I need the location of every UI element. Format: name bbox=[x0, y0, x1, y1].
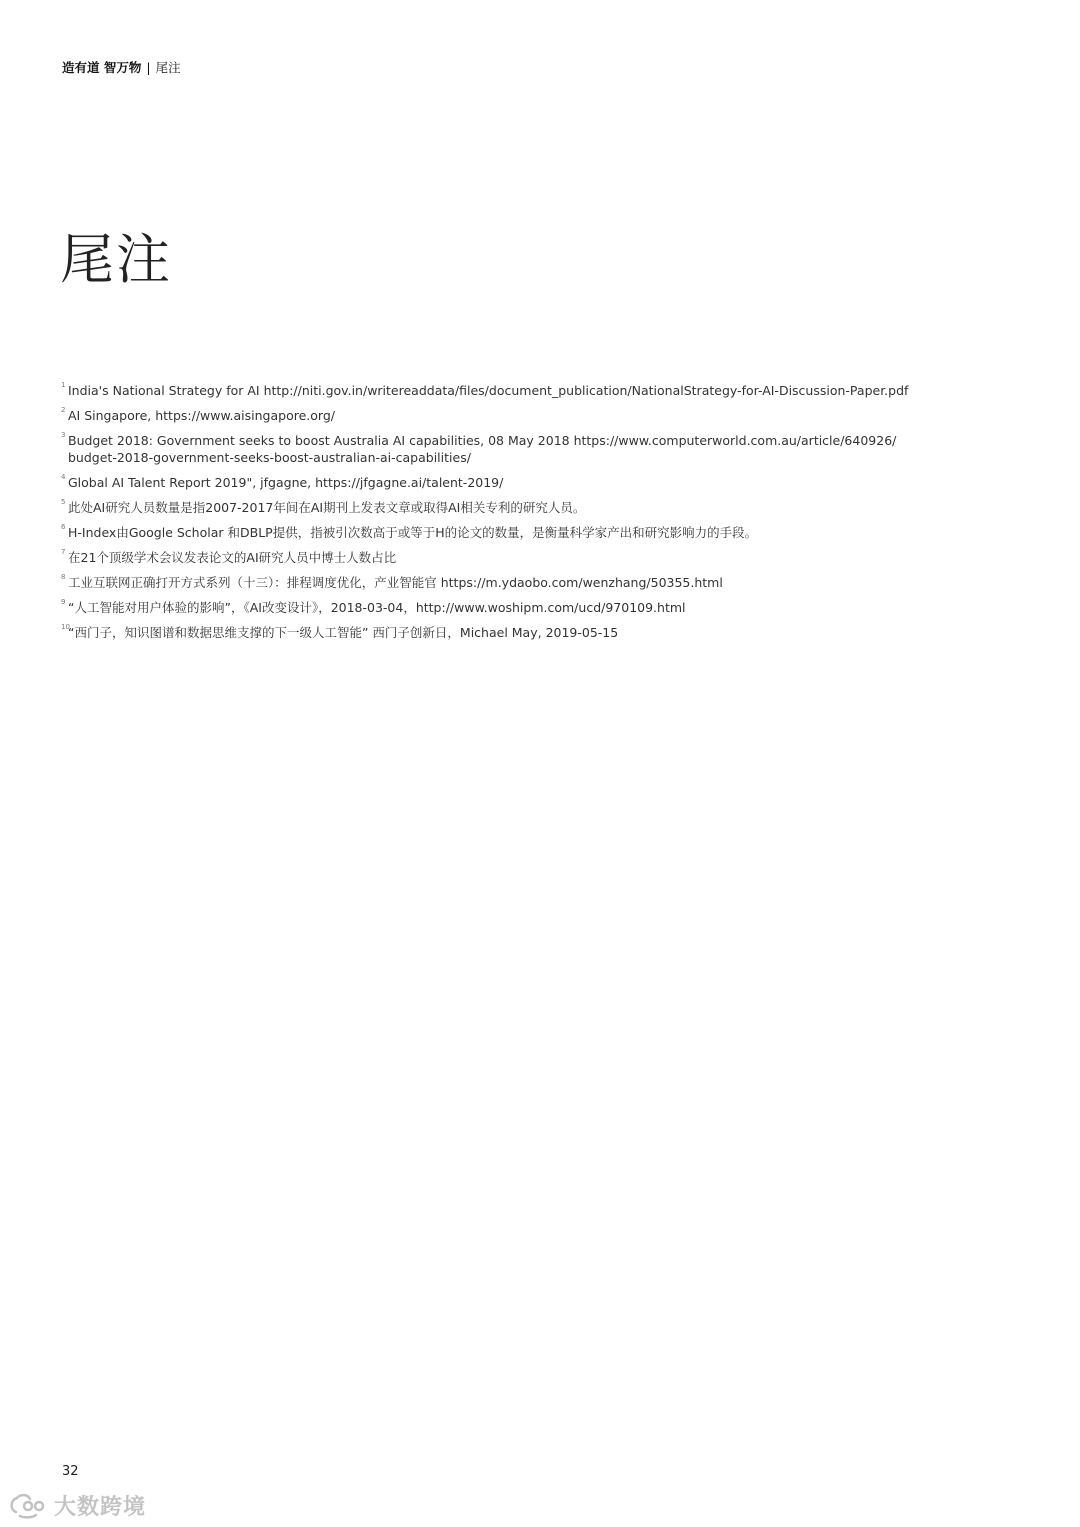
endnote-number: 4 bbox=[61, 473, 66, 481]
endnote-text: Budget 2018: Government seeks to boost Australia AI capabilities, 08 May 2018 https://www.computerworld.com.au/article/640926/ bbox=[68, 433, 897, 448]
endnote-number: 10 bbox=[61, 623, 70, 631]
endnote-text-continuation: budget-2018-government-seeks-boost-australian-ai-capabilities/ bbox=[68, 450, 471, 465]
header-section: 尾注 bbox=[155, 60, 181, 75]
page-title: 尾注 bbox=[60, 228, 172, 291]
endnote-number: 6 bbox=[61, 523, 66, 531]
endnote-item bbox=[62, 574, 942, 591]
endnote-text: Global AI Talent Report 2019", jfgagne, https://jfgagne.ai/talent-2019/ bbox=[68, 475, 504, 490]
endnote-text: 在21个顶级学术会议发表论文的AI研究人员中博士人数占比 bbox=[68, 550, 397, 565]
endnote-text: 工业互联网正确打开方式系列（十三）：排程调度优化，产业智能官 https://m.ydaobo.com/wenzhang/50355.html bbox=[68, 575, 723, 590]
endnote-text: “人工智能对用户体验的影响”，《AI改变设计》，2018-03-04，http://www.woshipm.com/ucd/970109.html bbox=[68, 600, 686, 615]
endnote-item bbox=[62, 432, 942, 466]
endnote-item bbox=[62, 549, 942, 566]
page-number: 32 bbox=[62, 1464, 79, 1479]
endnote-text: AI Singapore, https://www.aisingapore.org/ bbox=[68, 408, 335, 423]
endnote-number: 7 bbox=[61, 548, 66, 556]
endnote-item bbox=[62, 499, 942, 516]
endnotes-list bbox=[62, 382, 942, 649]
endnote-item bbox=[62, 474, 942, 491]
endnote-text: H-Index由Google Scholar 和DBLP提供，指被引次数高于或等于H的论文的数量，是衡量科学家产出和研究影响力的手段。 bbox=[68, 525, 758, 540]
endnote-item bbox=[62, 599, 942, 616]
endnote-number: 5 bbox=[61, 498, 66, 506]
endnote-text: “西门子，知识图谱和数据思维支撑的下一级人工智能” 西门子创新日，Michael May, 2019-05-15 bbox=[68, 625, 619, 640]
brand-logo-icon bbox=[8, 1492, 48, 1520]
endnote-item bbox=[62, 407, 942, 424]
endnote-number: 2 bbox=[61, 406, 66, 414]
endnote-number: 8 bbox=[61, 573, 66, 581]
watermark-text: 大数跨境 bbox=[54, 1495, 147, 1520]
endnote-text: India's National Strategy for AI http://niti.gov.in/writereaddata/files/document_publication/NationalStrategy-for-AI-Discussion-Paper.pdf bbox=[68, 383, 909, 398]
endnote-item bbox=[62, 624, 942, 641]
endnote-number: 1 bbox=[61, 381, 66, 389]
header-brand: 造有道 智万物 bbox=[62, 60, 142, 75]
watermark bbox=[8, 1490, 146, 1521]
header-separator: | bbox=[146, 60, 151, 75]
running-header bbox=[62, 60, 181, 76]
endnote-number: 9 bbox=[61, 598, 66, 606]
endnote-item bbox=[62, 524, 942, 541]
endnote-number: 3 bbox=[61, 431, 66, 439]
endnote-item bbox=[62, 382, 942, 399]
endnote-text: 此处AI研究人员数量是指2007-2017年间在AI期刊上发表文章或取得AI相关专利的研究人员。 bbox=[68, 500, 586, 515]
